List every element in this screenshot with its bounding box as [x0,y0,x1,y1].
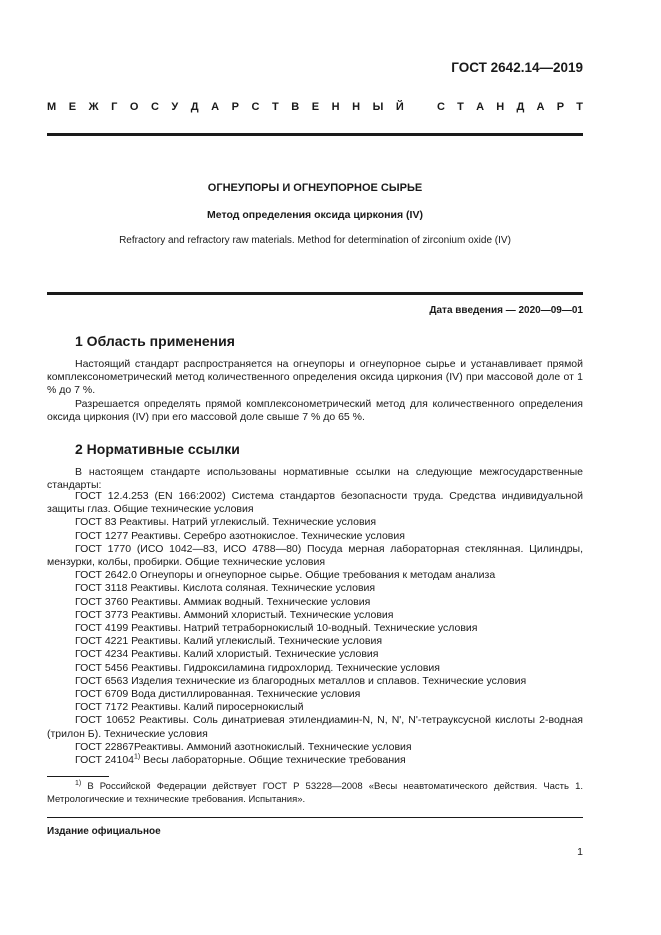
reference-item: ГОСТ 3760 Реактивы. Аммиак водный. Технические условия [75,595,371,608]
section-1-paragraph-2: Разрешается определять прямой комплексонометрический метод для количественного определения оксида циркония (IV) при его массовой доле свыше 7 % до 65 %. [47,398,583,424]
reference-item: ГОСТ 12.4.253 (EN 166:2002) Система стандартов безопасности труда. Средства индивидуальной защиты глаз. Общие технические условия [47,490,583,516]
page-number: 1 [577,846,583,858]
reference-item: ГОСТ 83 Реактивы. Натрий углекислый. Технические условия [75,516,377,529]
reference-item: ГОСТ 3773 Реактивы. Аммоний хлористый. Технические условия [75,608,394,621]
reference-item: ГОСТ 6709 Вода дистиллированная. Технические условия [75,688,361,701]
banner-left-text: М Е Ж Г О С У Д А Р С Т В Е Н Н Ы Й [47,101,404,113]
banner-right-text: С Т А Н Д А Р Т [437,101,583,113]
document-code: ГОСТ 2642.14—2019 [451,60,583,75]
reference-text: Весы лабораторные. Общие технические требования [140,754,406,767]
standard-banner [47,101,583,113]
footer-rule [47,817,583,818]
reference-item: ГОСТ 4221 Реактивы. Калий углекислый. Технические условия [75,635,383,648]
reference-item: ГОСТ 1277 Реактивы. Серебро азотнокислое. Технические условия [75,529,405,542]
reference-item: ГОСТ 4234 Реактивы. Калий хлористый. Технические условия [75,648,379,661]
reference-item: ГОСТ 3118 Реактивы. Кислота соляная. Технические условия [75,582,376,595]
edition-label: Издание официальное [47,826,161,837]
reference-item: ГОСТ 5456 Реактивы. Гидроксиламина гидрохлорид. Технические условия [75,661,440,674]
reference-item: ГОСТ 6563 Изделия технические из благородных металлов и сплавов. Технические условия [75,674,527,687]
reference-item: ГОСТ 10652 Реактивы. Соль динатриевая этилендиамин-N, N, N', N'-тетрауксусной кислоты 2-водная (трилон Б). Технические условия [47,714,583,740]
section-1-paragraph-1: Настоящий стандарт распространяется на огнеупоры и огнеупорное сырье и устанавливает прямой комплексонометрический метод количественного определения оксида циркония (IV) при массовой доле от 1 % до 7 %. [47,358,583,397]
reference-item: ГОСТ 2642.0 Огнеупоры и огнеупорное сырье. Общие требования к методам анализа [75,569,496,582]
footnote-marker: 1) [134,753,141,761]
reference-item: ГОСТ 22867Реактивы. Аммоний азотнокислый. Технические условия [75,740,412,753]
english-title: Refractory and refractory raw materials. Method for determination of zirconium oxide (IV) [119,235,511,246]
reference-item: ГОСТ 7172 Реактивы. Калий пиросернокислый [75,701,304,714]
reference-item: ГОСТ 4199 Реактивы. Натрий тетраборнокислый 10-водный. Технические условия [75,622,478,635]
reference-item: ГОСТ 1770 (ИСО 1042—83, ИСО 4788—80) Посуда мерная лабораторная стеклянная. Цилиндры, мензурки, колбы, пробирки. Общие технические условия [47,542,583,569]
footnote-text: В Российской Федерации действует ГОСТ Р 53228—2008 «Весы неавтоматического действия. Часть 1. Метрологические и технические требования. Испытания». [47,781,583,805]
section-1-heading: 1 Область применения [75,333,235,349]
header-rule [47,133,583,136]
footnote [47,780,583,806]
footnote-rule [47,776,109,777]
section-2-heading: 2 Нормативные ссылки [75,441,240,457]
reference-item-gost-24104 [47,754,583,767]
document-title: ОГНЕУПОРЫ И ОГНЕУПОРНОЕ СЫРЬЕ [207,182,423,194]
footnote-marker: 1) [75,779,82,787]
introduction-date: Дата введения — 2020—09—01 [429,305,583,316]
document-subtitle: Метод определения оксида циркония (IV) [207,209,423,221]
reference-code: ГОСТ 24104 [75,754,135,767]
reference-list [47,490,583,767]
title-rule [47,292,583,295]
section-2-intro: В настоящем стандарте использованы нормативные ссылки на следующие межгосударственные стандарты: [47,466,583,492]
